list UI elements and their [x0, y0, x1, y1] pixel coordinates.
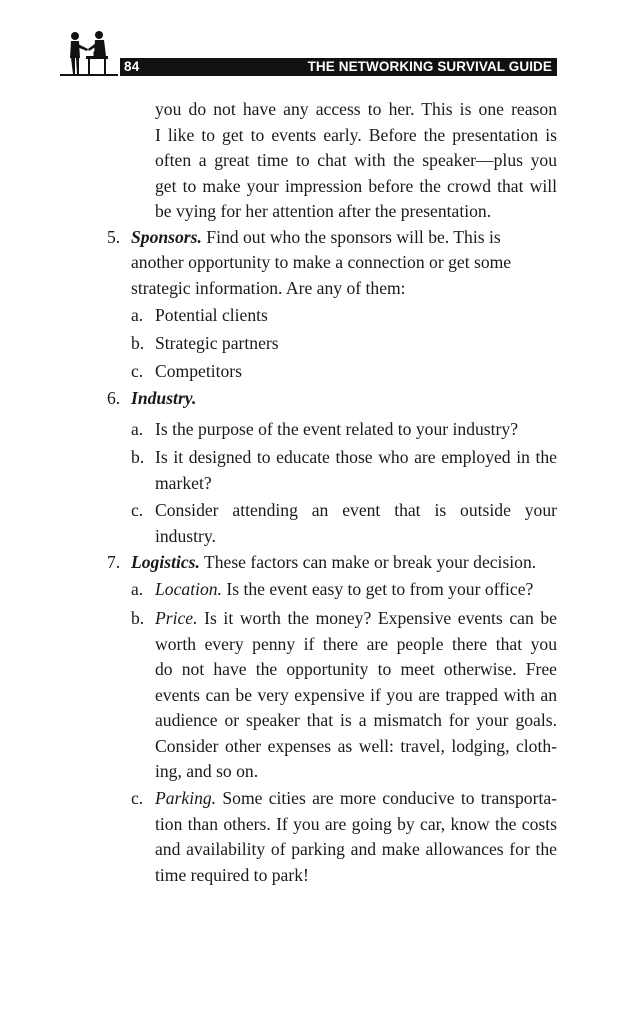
continuation-paragraph [155, 97, 557, 225]
text-line: get to make your impression before the crowd that will [155, 175, 557, 196]
handshake-figures-icon [58, 28, 120, 80]
text-line: often a great time to chat with the speaker—plus you [155, 150, 557, 170]
logistics-heading-line [131, 550, 536, 576]
text-line: Is the event easy to get to from your office? [221, 579, 534, 599]
sub-term: Location. [155, 579, 222, 599]
sub-item-text: Is the purpose of the event related to your industry? [155, 419, 519, 439]
text-line: another opportunity to make a connection or get some [131, 252, 512, 272]
text-line: These factors can make or break your decision. [199, 552, 537, 572]
sub-term: Price. [155, 608, 198, 628]
text-line: I like to get to events early. Before the presentation is [155, 124, 557, 145]
sub-label: b. [131, 608, 145, 628]
text-line: Find out who the sponsors will be. This is [201, 226, 501, 247]
text-line: tion than others. If you are going by car, know the costs [155, 813, 557, 834]
list-number: 6. [107, 388, 121, 408]
sub-item-text: Strategic partners [155, 333, 279, 353]
sub-label: c. [131, 500, 144, 520]
sub-label: b. [131, 333, 145, 353]
text-line [155, 786, 557, 812]
sub-label: a. [131, 579, 144, 599]
text-line: industry. [155, 525, 216, 546]
sub-label: c. [131, 788, 144, 808]
text-line: audience or speaker that is a mismatch for your goals. [155, 710, 557, 730]
sub-label: a. [131, 419, 144, 439]
text-fragment: Some cities are more conducive to transporta- [216, 788, 557, 808]
text-fragment: Is it worth the money? Expensive events can be [197, 608, 557, 628]
text-line: strategic information. Are any of them: [131, 277, 406, 298]
text-line: worth every penny if there are people there that you [155, 633, 557, 654]
text-line: time required to park! [155, 864, 309, 885]
sub-item-text [155, 445, 557, 496]
sub-term: Parking. [155, 788, 217, 808]
header-bar [120, 58, 557, 76]
text-line: do not have the opportunity to meet otherwise. Free [155, 659, 557, 679]
sub-label: a. [131, 305, 144, 325]
sub-item-text: Potential clients [155, 305, 268, 325]
item-heading: Logistics. [131, 552, 200, 572]
item-heading: Sponsors. [131, 226, 202, 247]
text-line: be vying for her attention after the presentation. [155, 201, 492, 221]
text-line [155, 606, 557, 632]
text-line: and availability of parking and make allowances for the [155, 839, 557, 859]
page-number: 84 [124, 59, 140, 74]
text-line: events can be very expensive if you are trapped with an [155, 684, 557, 705]
text-line: Is it designed to educate those who are employed in the [155, 447, 557, 467]
text-line: Consider other expenses as well: travel, lodging, cloth- [155, 735, 557, 756]
text-line: ing, and so on. [155, 761, 259, 781]
book-title: THE NETWORKING SURVIVAL GUIDE [307, 59, 552, 74]
text-line: you do not have any access to her. This is one reason [155, 99, 557, 119]
text-line: Consider attending an event that is outside your [155, 500, 557, 520]
sub-item-text: Competitors [155, 361, 242, 381]
list-number: 5. [107, 226, 121, 247]
running-head [58, 28, 557, 80]
sub-item-text [155, 606, 557, 785]
item-heading: Industry. [131, 388, 197, 408]
sub-item-text [155, 498, 557, 549]
sponsors-item [131, 225, 521, 302]
text-line: market? [155, 472, 212, 493]
sub-item-text [155, 786, 557, 888]
sub-label: c. [131, 361, 144, 381]
sub-label: b. [131, 447, 145, 467]
list-number: 7. [107, 552, 121, 572]
sub-item-text [155, 577, 533, 603]
